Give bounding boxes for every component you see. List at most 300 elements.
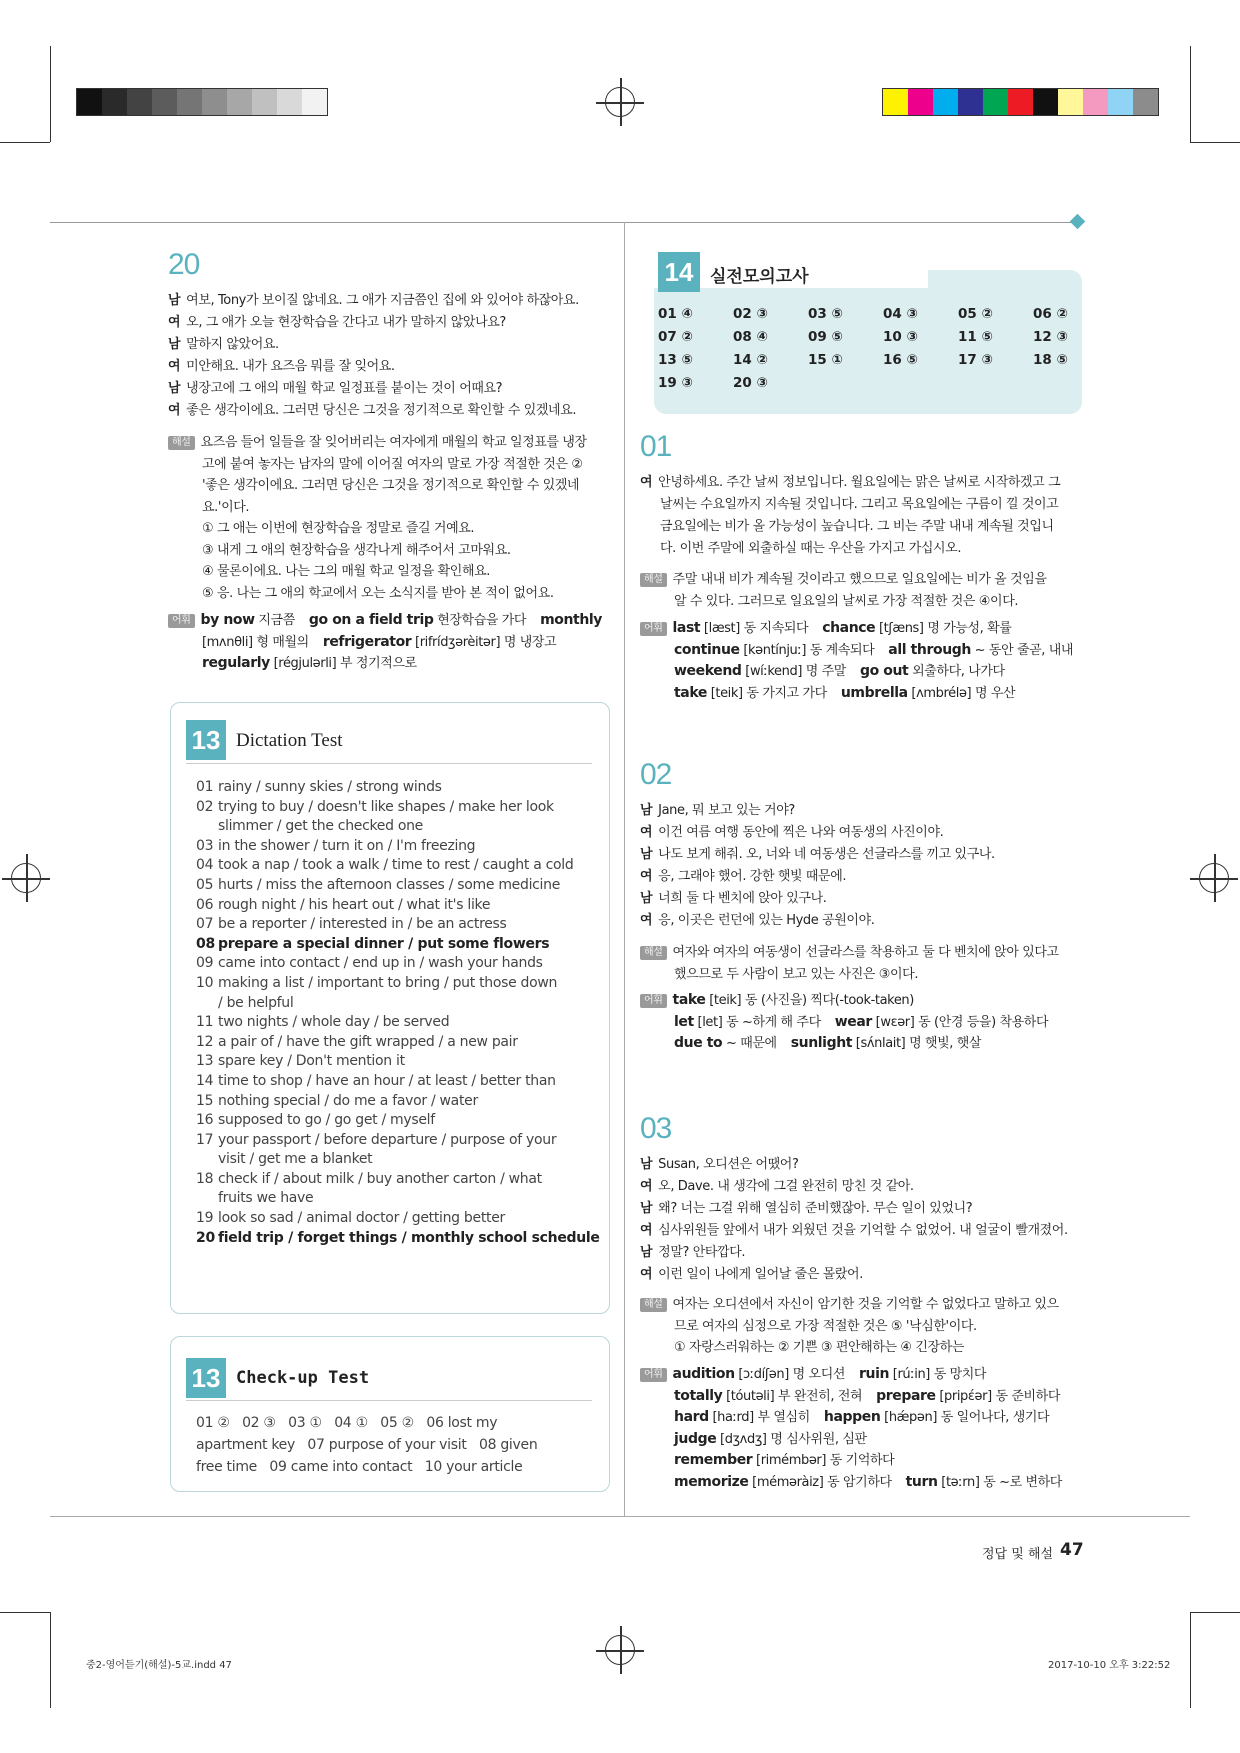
dialogue	[640, 1154, 1086, 1286]
vocab-word: happen	[823, 1409, 881, 1425]
vocab-meaning: [ʌmbrélə] 명 우산	[907, 685, 1016, 701]
item-number: 07	[196, 916, 214, 933]
vocab-word: remember	[674, 1452, 753, 1468]
vocab-word: last	[672, 620, 701, 636]
utterance: Jane, 뭐 보고 있는 거야?	[658, 803, 795, 818]
vocab-word: umbrella	[840, 684, 908, 701]
explanation-line	[640, 1294, 1086, 1316]
vocab-word: memorize	[674, 1473, 749, 1490]
answer-item: 03 ⑤	[808, 306, 843, 322]
utterance: 냉장고에 그 애의 매월 학교 일정표를 붙이는 것이 어때요?	[186, 381, 503, 396]
vocab-meaning: [rúːin] 동 망치다	[889, 1367, 987, 1382]
explanation	[640, 1294, 1086, 1359]
vocabulary	[640, 618, 1086, 704]
vocabulary	[640, 990, 1086, 1055]
dialogue-line	[168, 356, 608, 378]
monologue-line	[640, 472, 1086, 494]
item-number: 09	[196, 955, 214, 972]
footer-file: 중2-영어듣기(해설)-5교.indd 47	[86, 1660, 232, 1671]
dictation-item	[196, 837, 596, 857]
vocab-tag: 어휘	[168, 614, 195, 628]
dictation-item	[196, 778, 596, 798]
utterance: 이런 일이 나에게 일어날 줄은 몰랐어.	[658, 1267, 863, 1282]
vocab-word: monthly	[540, 612, 603, 628]
answer-item: 12 ③	[1033, 329, 1068, 345]
item-text: be a reporter / interested in / be an actress	[218, 916, 507, 933]
vocab-meaning: ~ 동안 줄곧, 내내	[970, 642, 1074, 658]
vocab-meaning: [haːrd] 부 열심히	[708, 1410, 810, 1425]
explanation-text: ③ 내게 그 애의 현장학습을 생각나게 해주어서 고마워요.	[202, 542, 511, 558]
vocab-word: all through	[888, 641, 971, 658]
divider	[186, 1400, 592, 1401]
dictation-item	[196, 896, 596, 916]
dictation-item	[196, 954, 596, 974]
dialogue-line	[640, 822, 1086, 844]
vocab-meaning: [hǽpən] 동 일어나다, 생기다	[880, 1410, 1050, 1425]
vocab-meaning: [sʌ́nlait] 명 햇빛, 햇살	[852, 1036, 982, 1051]
dialogue-line	[640, 910, 1086, 932]
item-number: 02	[196, 798, 214, 815]
vocab-meaning: ~ 때문에	[722, 1036, 777, 1051]
explanation-text: ⑤ 응. 나는 그 애의 학교에서 오는 소식지를 받아 본 적이 없어요.	[202, 585, 554, 601]
speaker: 여	[168, 315, 181, 330]
item-number: 01	[196, 779, 214, 795]
speaker: 여	[640, 913, 653, 928]
checkup-line: free time 09 came into contact 10 your article	[196, 1459, 523, 1475]
vocab-line	[168, 632, 614, 654]
dictation-item	[196, 1229, 600, 1249]
item-number: 03	[196, 837, 214, 854]
utterance: 응, 이곳은 런던에 있는 Hyde 공원이야.	[658, 913, 875, 928]
vocab-line	[640, 1429, 1086, 1451]
explanation	[168, 432, 614, 604]
explanation-text: '좋은 생각이에요. 그러면 당신은 그것을 정기적으로 확인할 수 있겠네	[202, 478, 580, 493]
mock-exam-badge: 14	[658, 252, 700, 292]
vocab-meaning: [teik] 동 가지고 가다	[706, 685, 827, 701]
speaker: 여	[168, 359, 181, 374]
vocab-line	[640, 1386, 1086, 1408]
dialogue-line	[168, 334, 608, 356]
item-text: in the shower / turn it on / I'm freezing	[218, 837, 476, 854]
dictation-item	[196, 1189, 596, 1209]
dictation-item	[196, 915, 596, 935]
explanation-line	[640, 1316, 1086, 1338]
item-number: 17	[196, 1131, 214, 1148]
crop-mark	[1190, 46, 1191, 142]
vocab-line	[640, 1407, 1086, 1429]
vocab-word: hard	[674, 1409, 709, 1425]
dictation-item	[196, 798, 596, 818]
dialogue	[640, 800, 1086, 932]
color-swatch	[1133, 89, 1158, 115]
utterance: 너희 둘 다 벤치에 앉아 있구나.	[658, 891, 827, 906]
color-swatch	[1108, 89, 1133, 115]
dictation-item	[196, 1209, 596, 1229]
answer-item: 11 ⑤	[958, 329, 993, 345]
vocab-line	[640, 1033, 1086, 1055]
answer-item: 01 ④	[658, 306, 693, 322]
color-swatch	[933, 89, 958, 115]
vocab-meaning: 외출하다, 나가다	[908, 664, 1005, 679]
color-swatch	[1058, 89, 1083, 115]
dictation-item	[196, 1072, 596, 1092]
vocab-meaning: [rifrídʒərèitər] 명 냉장고	[411, 634, 557, 650]
registration-mark-left	[2, 854, 50, 902]
item-text: two nights / whole day / be served	[218, 1014, 450, 1031]
gray-swatch	[177, 89, 202, 115]
item-number: 16	[196, 1112, 214, 1129]
vocab-line	[640, 661, 1086, 683]
utterance: 응, 그래야 했어. 강한 햇빛 때문에.	[658, 869, 847, 884]
crop-mark	[1190, 1612, 1240, 1613]
checkup-title: Check-up Test	[236, 1368, 370, 1388]
crop-mark	[1190, 142, 1240, 143]
color-swatch	[983, 89, 1008, 115]
item-text: rainy / sunny skies / strong winds	[218, 779, 442, 795]
vocab-meaning: [wɛər] 동 (안경 등을) 착용하다	[871, 1014, 1049, 1030]
explanation-line	[168, 561, 614, 583]
vocab-line	[640, 683, 1086, 705]
explanation-text: ④ 물론이에요. 나는 그의 매월 학교 일정을 확인해요.	[202, 564, 491, 579]
answer-item: 08 ④	[733, 329, 768, 345]
explanation-text: 알 수 있다. 그러므로 일요일의 날씨로 가장 적절한 것은 ④이다.	[674, 593, 1019, 609]
divider	[186, 763, 592, 764]
vocab-word: totally	[674, 1387, 723, 1404]
item-text: a pair of / have the gift wrapped / a new pair	[218, 1033, 518, 1050]
question-number: 03	[640, 1112, 672, 1145]
color-swatch	[1008, 89, 1033, 115]
dictation-item	[196, 974, 596, 994]
answer-item: 09 ⑤	[808, 329, 843, 345]
dictation-item	[196, 876, 596, 896]
vocab-meaning: [teik] 동 (사진을) 찍다(-took-taken)	[705, 993, 914, 1008]
item-number: 06	[196, 896, 214, 913]
gray-swatch	[252, 89, 277, 115]
item-text: trying to buy / doesn't like shapes / make her look	[218, 798, 554, 815]
speaker: 남	[640, 1245, 653, 1260]
vocab-meaning: [méməràiz] 동 암기하다	[748, 1474, 892, 1490]
checkup-line: apartment key 07 purpose of your visit 08 given	[196, 1437, 538, 1453]
item-number: 11	[196, 1014, 214, 1031]
explanation-line	[640, 1337, 1086, 1359]
item-text: / be helpful	[218, 994, 294, 1011]
vocab-line	[640, 1012, 1086, 1034]
explanation-line	[168, 454, 614, 476]
item-text: took a nap / took a walk / time to rest / caught a cold	[218, 857, 574, 874]
utterance: 나도 보게 해줘. 오, 너와 네 여동생은 선글라스를 끼고 있구나.	[658, 847, 995, 862]
checkup-badge: 13	[186, 1358, 226, 1398]
speaker: 남	[640, 803, 653, 818]
registration-mark-right	[1190, 854, 1238, 902]
monologue-line	[640, 538, 1086, 560]
dictation-item	[196, 817, 596, 837]
dictation-item	[196, 1111, 596, 1131]
speaker: 여	[640, 869, 653, 884]
vocab-meaning: [mʌnθli] 형 매월의	[202, 634, 309, 650]
vocab-meaning: [ɔːdíʃən] 명 오디션	[734, 1367, 846, 1382]
dictation-item	[196, 1170, 596, 1190]
speaker: 여	[168, 403, 181, 418]
dialogue-line	[640, 1154, 1086, 1176]
gray-swatch	[152, 89, 177, 115]
gray-swatch	[77, 89, 102, 115]
vocab-line	[640, 1450, 1086, 1472]
dialogue-line	[640, 866, 1086, 888]
dictation-list	[196, 778, 600, 1248]
utterance: 오, 그 애가 오늘 현장학습을 간다고 내가 말하지 않았나요?	[186, 315, 506, 330]
item-text: prepare a special dinner / put some flowers	[218, 935, 550, 952]
dialogue-line	[168, 312, 608, 334]
item-number: 05	[196, 876, 214, 893]
vocab-meaning: [rimémbər] 동 기억하다	[752, 1453, 895, 1468]
utterance: 왜? 너는 그걸 위해 열심히 준비했잖아. 무슨 일이 있었니?	[658, 1201, 973, 1216]
answer-item: 05 ②	[958, 306, 993, 322]
utterance: 이건 여름 여행 동안에 찍은 나와 여동생의 사진이야.	[658, 825, 944, 840]
explanation-line	[168, 540, 614, 562]
explanation-tag: 해설	[640, 573, 667, 587]
explanation-text: 여자와 여자의 여동생이 선글라스를 착용하고 둘 다 벤치에 앉아 있다고	[672, 945, 1059, 960]
answer-item: 14 ②	[733, 352, 768, 368]
answer-item: 04 ③	[883, 306, 918, 322]
answer-item: 17 ③	[958, 352, 993, 368]
vocab-word: weekend	[674, 663, 742, 679]
monologue-line	[640, 494, 1086, 516]
monologue-text: 날씨는 수요일까지 지속될 것입니다. 그리고 목요일에는 구름이 낄 것이고	[660, 497, 1059, 512]
vocab-word: turn	[905, 1473, 938, 1490]
dictation-item	[196, 1033, 596, 1053]
answer-item: 02 ③	[733, 306, 768, 322]
page-label: 정답 및 해설	[982, 1547, 1054, 1562]
answer-item: 20 ③	[733, 375, 768, 391]
item-number: 08	[196, 935, 215, 952]
vocab-word: audition	[672, 1366, 735, 1382]
dictation-item	[196, 1013, 596, 1033]
explanation-text: 므로 여자의 심정으로 가장 적절한 것은 ⑤ '낙심한'이다.	[674, 1318, 977, 1334]
utterance: 정말? 안타깝다.	[658, 1245, 746, 1260]
explanation	[640, 942, 1086, 985]
explanation-line	[168, 497, 614, 519]
color-swatch	[908, 89, 933, 115]
gray-swatch	[277, 89, 302, 115]
item-number: 19	[196, 1210, 214, 1227]
vocab-line	[640, 640, 1086, 662]
speaker: 여	[640, 475, 653, 490]
explanation-text: 여자는 오디션에서 자신이 암기한 것을 기억할 수 없었다고 말하고 있으	[672, 1297, 1059, 1312]
color-swatch	[1033, 89, 1058, 115]
explanation-tag: 해설	[640, 1298, 667, 1312]
crop-mark	[50, 46, 51, 142]
vocab-word: ruin	[859, 1366, 890, 1382]
vocab-word: regularly	[202, 655, 270, 671]
explanation-text: ① 자랑스러워하는 ② 기쁜 ③ 편안해하는 ④ 긴장하는	[674, 1340, 964, 1355]
explanation-line	[168, 583, 614, 605]
explanation-line	[640, 964, 1086, 986]
dialogue-line	[640, 1264, 1086, 1286]
item-number: 10	[196, 974, 214, 991]
dictation-item	[196, 1092, 596, 1112]
vocab-word: wear	[834, 1013, 872, 1030]
vocab-word: prepare	[876, 1387, 936, 1404]
explanation-text: 요즈음 들어 일들을 잘 잊어버리는 여자에게 매월의 학교 일정표를 냉장	[200, 435, 587, 450]
vocab-meaning: 지금쯤	[254, 613, 295, 628]
dialogue-line	[640, 888, 1086, 910]
vocab-word: go on a field trip	[308, 612, 434, 628]
item-number: 15	[196, 1092, 214, 1109]
vocab-tag: 어휘	[640, 994, 667, 1008]
crop-mark	[0, 1612, 50, 1613]
vocab-tag: 어휘	[640, 1368, 667, 1382]
page-number: 47	[1060, 1540, 1084, 1560]
vocab-word: continue	[674, 641, 740, 658]
dialogue-line	[640, 1198, 1086, 1220]
column-divider	[624, 222, 625, 1517]
answer-item: 10 ③	[883, 329, 918, 345]
answer-item: 06 ②	[1033, 306, 1068, 322]
dictation-item	[196, 935, 596, 955]
vocab-meaning: [let] 동 ~하게 해 주다	[693, 1014, 821, 1030]
item-text: spare key / Don't mention it	[218, 1053, 405, 1070]
answer-item: 16 ⑤	[883, 352, 918, 368]
vocab-word: judge	[674, 1430, 717, 1447]
item-number: 14	[196, 1072, 214, 1089]
vocab-word: by now	[200, 612, 255, 628]
item-text: visit / get me a blanket	[218, 1151, 373, 1168]
crop-mark	[0, 142, 50, 143]
color-swatch	[883, 89, 908, 115]
monologue-text: 안녕하세요. 주간 날씨 정보입니다. 월요일에는 맑은 날씨로 시작하겠고 그	[658, 475, 1061, 490]
item-text: fruits we have	[218, 1190, 314, 1207]
monologue-text: 다. 이번 주말에 외출하실 때는 우산을 가지고 가십시오.	[660, 541, 962, 556]
dialogue-line	[640, 844, 1086, 866]
speaker: 여	[640, 1267, 653, 1282]
explanation-line	[168, 475, 614, 497]
item-text: rough night / his heart out / what it's like	[218, 896, 491, 913]
gray-swatch	[202, 89, 227, 115]
speaker: 남	[640, 1201, 653, 1216]
gray-swatch	[102, 89, 127, 115]
utterance: 오, Dave. 내 생각에 그걸 완전히 망친 것 같아.	[658, 1179, 914, 1194]
question-number: 20	[168, 248, 200, 281]
answer-item: 18 ⑤	[1033, 352, 1068, 368]
monologue-text: 금요일에는 비가 올 가능성이 높습니다. 그 비는 주말 내내 계속될 것입니	[660, 519, 1054, 534]
vocab-word: refrigerator	[322, 633, 412, 650]
registration-mark-top	[596, 78, 644, 126]
vocab-word: take	[674, 684, 707, 701]
explanation-text: 고에 붙여 놓자는 남자의 말에 이어질 여자의 말로 가장 적절한 것은 ②	[202, 456, 583, 472]
gray-calibration-bar	[76, 88, 328, 116]
dictation-item	[196, 1131, 596, 1151]
vocab-word: let	[674, 1013, 694, 1030]
dictation-title: Dictation Test	[236, 730, 343, 751]
dialogue-line	[640, 1176, 1086, 1198]
vocab-line	[640, 1472, 1086, 1494]
registration-mark-bottom	[596, 1626, 644, 1674]
speaker: 여	[640, 1223, 653, 1238]
item-text: field trip / forget things / monthly school schedule	[218, 1229, 600, 1246]
explanation-tag: 해설	[640, 946, 667, 960]
dictation-item	[196, 856, 596, 876]
vocab-meaning: [wíːkend] 명 주말	[741, 664, 846, 679]
item-number: 04	[196, 857, 214, 874]
vocab-word: go out	[859, 663, 909, 679]
dialogue-line	[640, 1220, 1086, 1242]
gray-swatch	[227, 89, 252, 115]
vocab-word: sunlight	[790, 1035, 853, 1051]
item-text: nothing special / do me a favor / water	[218, 1092, 478, 1109]
dialogue-line	[168, 400, 608, 422]
explanation-text: 했으므로 두 사람이 보고 있는 사진은 ③이다.	[674, 966, 919, 982]
vocab-line	[168, 653, 614, 675]
monologue	[640, 472, 1086, 560]
color-swatch	[1083, 89, 1108, 115]
speaker: 여	[640, 825, 653, 840]
top-rule	[50, 222, 1076, 223]
utterance: 좋은 생각이에요. 그러면 당신은 그것을 정기적으로 확인할 수 있겠네요.	[186, 403, 577, 418]
crop-mark	[1190, 1612, 1191, 1708]
vocab-line	[640, 1364, 1086, 1386]
explanation-text: ① 그 애는 이번에 현장학습을 정말로 즐길 거예요.	[202, 521, 475, 536]
footer-timestamp: 2017-10-10 오후 3:22:52	[1048, 1660, 1171, 1671]
explanation-line	[640, 591, 1086, 613]
explanation-tag: 해설	[168, 436, 195, 450]
item-text: slimmer / get the checked one	[218, 818, 423, 835]
color-calibration-bar	[882, 88, 1159, 116]
utterance: 심사위원들 앞에서 내가 외웠던 것을 기억할 수 없었어. 내 얼굴이 빨개졌어.	[658, 1223, 1068, 1238]
item-text: supposed to go / go get / myself	[218, 1112, 435, 1129]
vocab-word: take	[672, 992, 706, 1008]
speaker: 남	[168, 293, 181, 308]
dictation-item	[196, 1150, 596, 1170]
item-text: your passport / before departure / purpose of your	[218, 1131, 557, 1148]
explanation-text: 요.'이다.	[202, 499, 250, 515]
checkup-answers	[196, 1412, 596, 1478]
item-number: 18	[196, 1170, 214, 1187]
question-number: 01	[640, 430, 672, 463]
vocab-line	[640, 618, 1086, 640]
vocabulary	[168, 610, 614, 675]
item-text: hurts / miss the afternoon classes / some medicine	[218, 876, 561, 893]
dialogue-line	[168, 378, 608, 400]
vocabulary	[640, 1364, 1086, 1493]
diamond-marker-icon	[1070, 214, 1086, 230]
dialogue-line	[640, 800, 1086, 822]
vocab-meaning: [dʒʌdʒ] 명 심사위원, 심판	[716, 1431, 867, 1447]
speaker: 여	[640, 1179, 653, 1194]
vocab-meaning: [régjulərli] 부 정기적으로	[269, 656, 417, 671]
checkup-line: 01 ② 02 ③ 03 ① 04 ① 05 ② 06 lost my	[196, 1415, 498, 1431]
vocab-word: chance	[822, 620, 876, 636]
explanation-line	[640, 942, 1086, 964]
mock-exam-title: 실전모의고사	[710, 267, 809, 287]
color-swatch	[958, 89, 983, 115]
item-text: time to shop / have an hour / at least / better than	[218, 1072, 556, 1089]
dictation-item	[196, 1052, 596, 1072]
vocab-meaning: 현장학습을 가다	[433, 613, 527, 628]
vocab-meaning: [tʃæns] 명 가능성, 확률	[875, 621, 1012, 636]
answer-item: 07 ②	[658, 329, 693, 345]
speaker: 남	[168, 381, 181, 396]
answer-item: 13 ⑤	[658, 352, 693, 368]
dialogue-line	[640, 1242, 1086, 1264]
speaker: 남	[168, 337, 181, 352]
answer-item: 15 ①	[808, 352, 843, 368]
vocab-meaning: [læst] 동 지속되다	[700, 621, 809, 636]
crop-mark	[50, 1612, 51, 1708]
question-number: 02	[640, 758, 672, 791]
utterance: Susan, 오디션은 어땠어?	[658, 1157, 799, 1172]
gray-swatch	[302, 89, 327, 115]
bottom-rule	[50, 1516, 1190, 1517]
